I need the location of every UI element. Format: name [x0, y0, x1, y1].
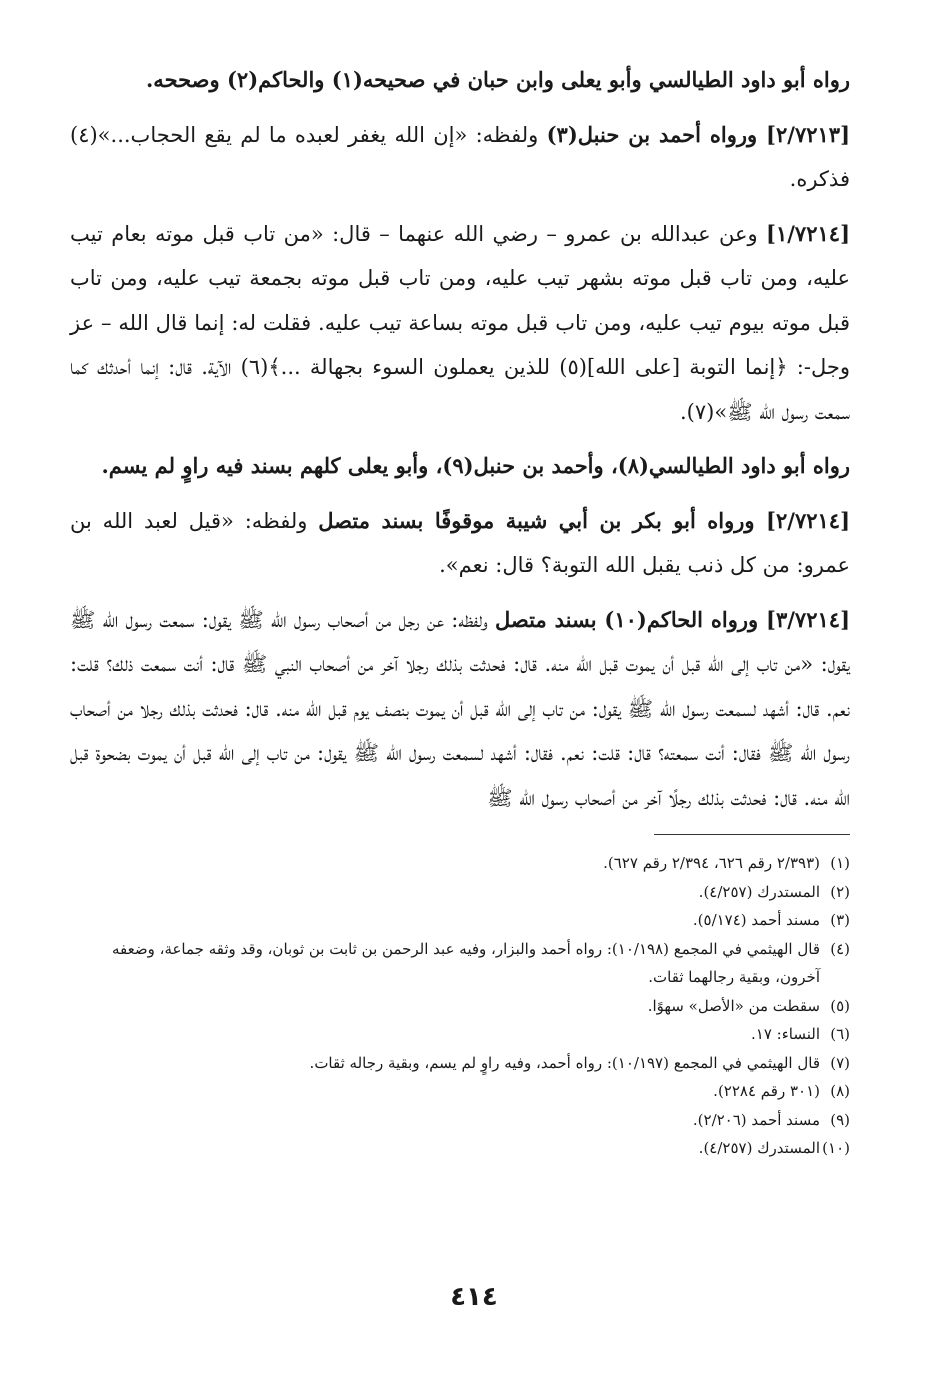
footnote — [70, 878, 850, 907]
footnote-text: (٢/٣٩٣ رقم ٦٢٦، ٢/٣٩٤ رقم ٦٢٧). — [603, 854, 820, 872]
footnote — [70, 992, 850, 1021]
footnote — [70, 935, 850, 992]
footnote-number: (٢) — [830, 882, 850, 901]
footnote-number: (١) — [830, 854, 850, 872]
footnote-number: (١٠) — [822, 1139, 850, 1157]
footnote — [70, 1077, 850, 1106]
footnote-divider — [654, 834, 850, 835]
paragraph — [70, 58, 850, 103]
footnote-text: مسند أحمد (٢/٢٠٦). — [692, 1110, 820, 1129]
footnote-text: المستدرك (٤/٢٥٧). — [698, 1139, 820, 1157]
footnote-text: النساء: ١٧. — [751, 1025, 820, 1043]
footnote-number: (٧) — [830, 1053, 850, 1072]
paragraph-text: رواه أبو داود الطيالسي(٨)، وأحمد بن حنبل(٩)، وأبو يعلى كلهم بسند فيه راوٍ لم يسم. — [101, 453, 850, 478]
footnote-number: (٩) — [830, 1110, 850, 1129]
paragraph-text: ولفظه: عن رجل من أصحاب رسول الله ﷺ يقول: سمعت رسول الله ﷺ يقول: «من تاب إلى الله قبل أن يموت قبل الله منه. قال: فحدثت بذلك رجلا آخر من أصحاب النبي ﷺ قال: أنت سمعت ذلك؟ قلت: نعم. قال: أشهد لسمعت رسول الله ﷺ يقول: من تاب إلى الله قبل أن يموت بنصف يوم قبل الله منه. قال: فحدثت بذلك رجلا من أصحاب رسول الله ﷺ فقال: أنت سمعته؟ قال: قلت: نعم. فقال: أشهد لسمعت رسول الله ﷺ يقول: من تاب إلى الله قبل أن يموت بضحوة قبل الله منه. قال: فحدثت بذلك رجلًا آخر من أصحاب رسول الله ﷺ — [70, 607, 850, 810]
page-number: ٤١٤ — [450, 1282, 498, 1312]
paragraph-text: ولفظه: «قيل لعبد الله بن عمرو: من كل ذنب يقبل الله التوبة؟ قال: نعم». — [70, 508, 850, 577]
footnote-number: (٣) — [830, 911, 850, 929]
paragraph-text: وعن عبدالله بن عمرو – رضي الله عنهما – قال: «من تاب قبل موته بعام تيب عليه، ومن تاب قبل موته بشهر تيب عليه، ومن تاب قبل موته بجمعة تيب عليه، ومن تاب قبل موته بيوم تيب عليه، ومن تاب قبل موته بساعة تيب عليه. فقلت له: إنما قال الله – عز وجل-: ﴿إنما التوبة [على الله](٥) للذين يعملون السوء بجهالة ...﴾(٦) الآية. قال: إنما أحدثك كما سمعت رسول الله ﷺ»(٧). — [70, 221, 850, 424]
paragraph — [70, 444, 850, 489]
footnote-number: (٤) — [830, 939, 850, 958]
footnote-number: (٦) — [830, 1025, 850, 1043]
footnotes — [70, 849, 850, 1163]
footnote-text: المستدرك (٤/٢٥٧). — [698, 882, 820, 901]
main-text — [70, 58, 850, 820]
paragraph — [70, 499, 850, 588]
footnote-text: قال الهيثمي في المجمع (١٠/١٩٨): رواه أحمد والبزار، وفيه عبد الرحمن بن ثابت بن ثوبان، وقد وثقه جماعة، وضعفه آخرون، وبقية رجالهما ثقات. — [111, 939, 820, 986]
paragraph-lead: [٣/٧٢١٤] ورواه الحاكم(١٠) بسند متصل — [495, 606, 850, 632]
footnote — [70, 1049, 850, 1078]
paragraph-lead: [٢/٧٢١٣] ورواه أحمد بن حنبل(٣) — [546, 121, 851, 147]
footnote-number: (٨) — [830, 1082, 850, 1100]
footnote-number: (٥) — [830, 996, 850, 1015]
footnote — [70, 1020, 850, 1049]
footnote-text: قال الهيثمي في المجمع (١٠/١٩٧): رواه أحمد، وفيه راوٍ لم يسم، وبقية رجاله ثقات. — [309, 1053, 820, 1072]
footnote-text: (٣٠١ رقم ٢٢٨٤). — [713, 1082, 820, 1100]
footnote — [70, 1134, 850, 1163]
paragraph — [70, 113, 850, 202]
page-body — [70, 58, 850, 1163]
paragraph-lead: [٢/٧٢١٤] ورواه أبو بكر بن أبي شيبة موقوفًا بسند متصل — [318, 507, 851, 533]
footnote — [70, 849, 850, 878]
paragraph — [70, 598, 850, 821]
paragraph-lead: [١/٧٢١٤] — [766, 220, 850, 246]
footnote — [70, 1106, 850, 1135]
footnote-text: سقطت من «الأصل» سهوًا. — [647, 996, 820, 1015]
paragraph — [70, 212, 850, 435]
footnote — [70, 906, 850, 935]
paragraph-text: ولفظه: «إن الله يغفر لعبده ما لم يقع الحجاب...»(٤) فذكره. — [70, 122, 850, 191]
footnote-text: مسند أحمد (٥/١٧٤). — [692, 911, 820, 929]
paragraph-text: رواه أبو داود الطيالسي وأبو يعلى وابن حبان في صحيحه(١) والحاكم(٢) وصححه. — [146, 67, 850, 92]
